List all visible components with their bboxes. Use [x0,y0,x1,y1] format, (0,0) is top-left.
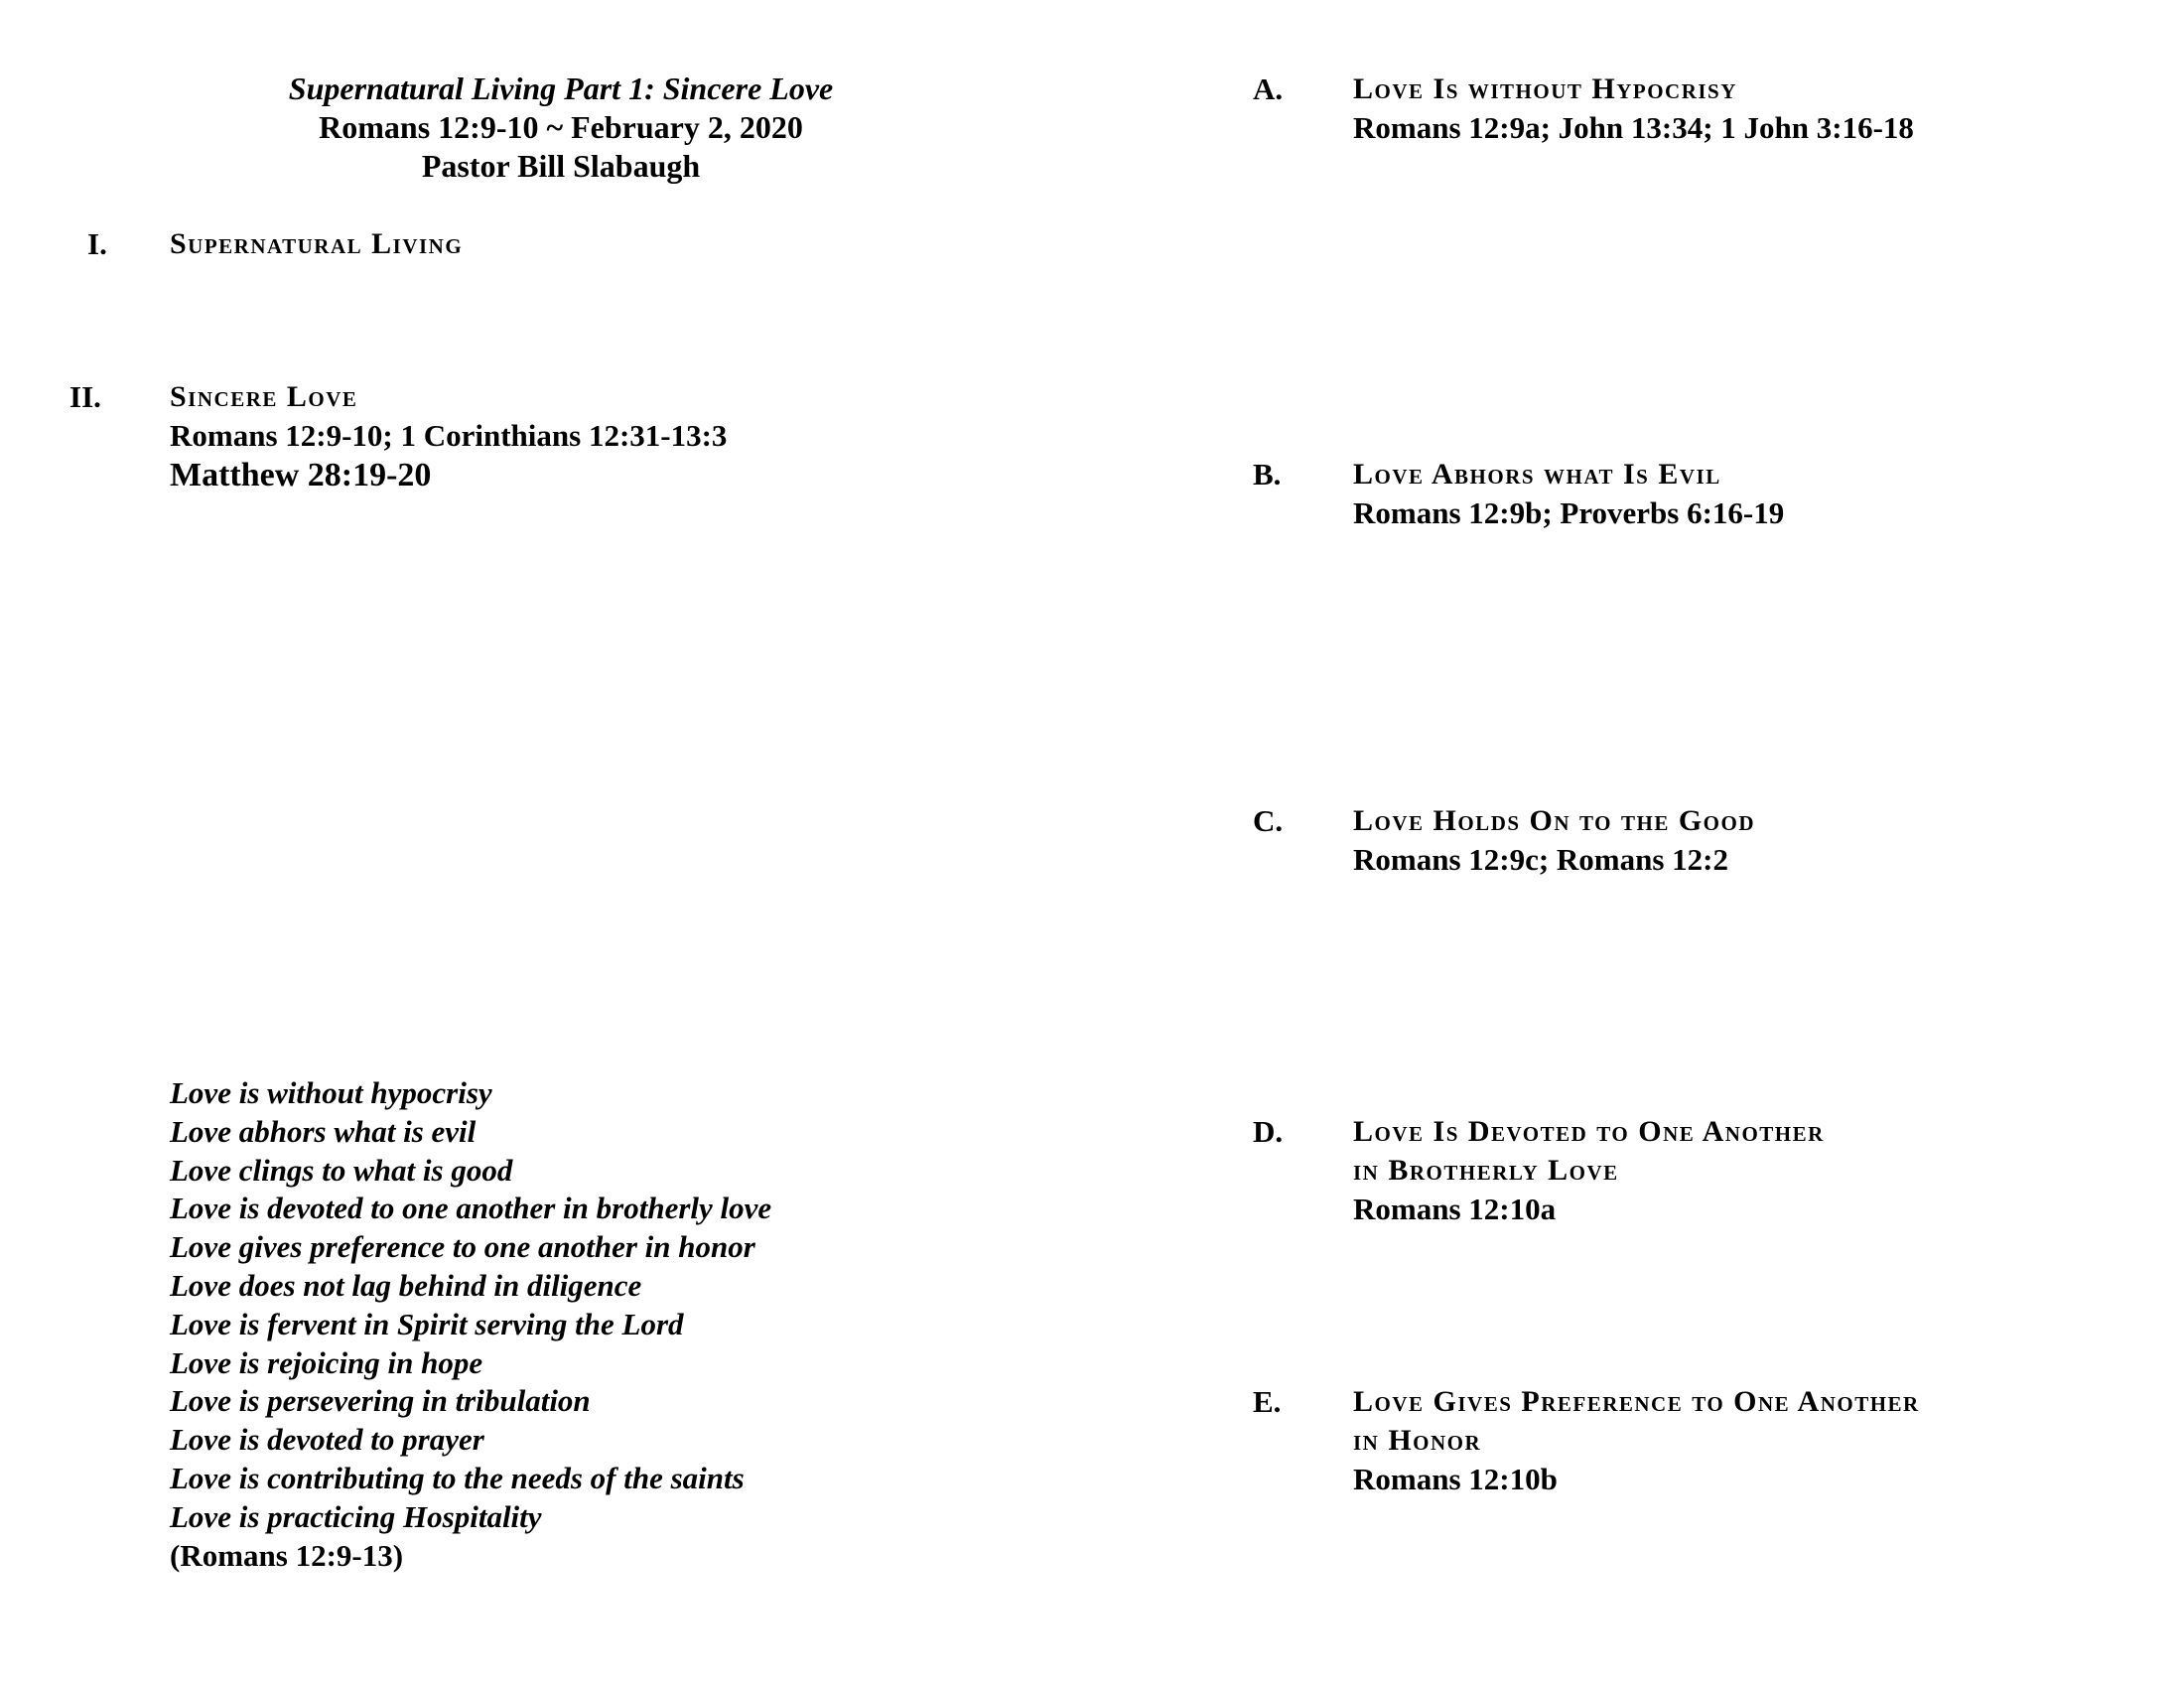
outline-heading-preference: Love Gives Preference to One Another [1353,1385,1920,1418]
outline-letter-c: C. [1253,803,1284,838]
love-list-item: Love is persevering in tribulation [170,1383,591,1419]
outline-letter-e: E. [1253,1384,1282,1419]
scripture-reference: Romans 12:9-10; 1 Corinthians 12:31-13:3 [170,418,728,453]
outline-number-ii: II. [69,379,101,414]
love-list-item: Love clings to what is good [170,1152,513,1188]
outline-heading-preference-cont: in Honor [1353,1424,1482,1457]
love-list-item: Love is without hypocrisy [170,1075,492,1110]
love-list-item: Love does not lag behind in diligence [170,1267,642,1303]
scripture-reference: Romans 12:10a [1353,1192,1557,1226]
outline-heading-supernatural-living: Supernatural Living [170,227,464,260]
outline-heading-devoted-cont: in Brotherly Love [1353,1154,1619,1187]
love-list-item: Love is devoted to one another in brotherly love [170,1191,772,1226]
outline-heading-devoted: Love Is Devoted to One Another [1353,1115,1825,1148]
outline-heading-holds-good: Love Holds On to the Good [1353,804,1756,837]
love-list-item: Love gives preference to one another in honor [170,1229,755,1265]
love-list-item: Love abhors what is evil [170,1113,477,1149]
sermon-header [60,70,1062,186]
love-list-item: Love is practicing Hospitality [170,1498,542,1534]
scripture-reference: Romans 12:9a; John 13:34; 1 John 3:16-18 [1353,110,1914,145]
love-list [170,1074,771,1575]
scripture-reference: Romans 12:10b [1353,1462,1558,1496]
outline-heading-without-hypocrisy: Love Is without Hypocrisy [1353,72,1737,105]
sermon-title: Supernatural Living Part 1: Sincere Love [288,70,834,106]
love-list-item: Love is fervent in Spirit serving the Lord [170,1306,684,1341]
scripture-reference: Matthew 28:19-20 [170,457,432,493]
outline-number-i: I. [87,226,107,261]
outline-letter-b: B. [1253,457,1282,492]
outline-letter-a: A. [1253,71,1284,106]
outline-heading-sincere-love: Sincere Love [170,380,358,413]
outline-heading-abhors-evil: Love Abhors what Is Evil [1353,458,1721,491]
love-list-item: Love is contributing to the needs of the saints [170,1460,745,1495]
scripture-reference: Romans 12:9c; Romans 12:2 [1353,842,1729,877]
love-list-citation: (Romans 12:9-13) [170,1537,404,1573]
outline-letter-d: D. [1253,1114,1284,1149]
scripture-reference: Romans 12:9b; Proverbs 6:16-19 [1353,495,1785,530]
scripture-date: Romans 12:9-10 ~ February 2, 2020 [319,109,803,145]
love-list-item: Love is rejoicing in hope [170,1344,483,1380]
love-list-item: Love is devoted to prayer [170,1422,484,1458]
pastor-name: Pastor Bill Slabaugh [421,148,701,184]
